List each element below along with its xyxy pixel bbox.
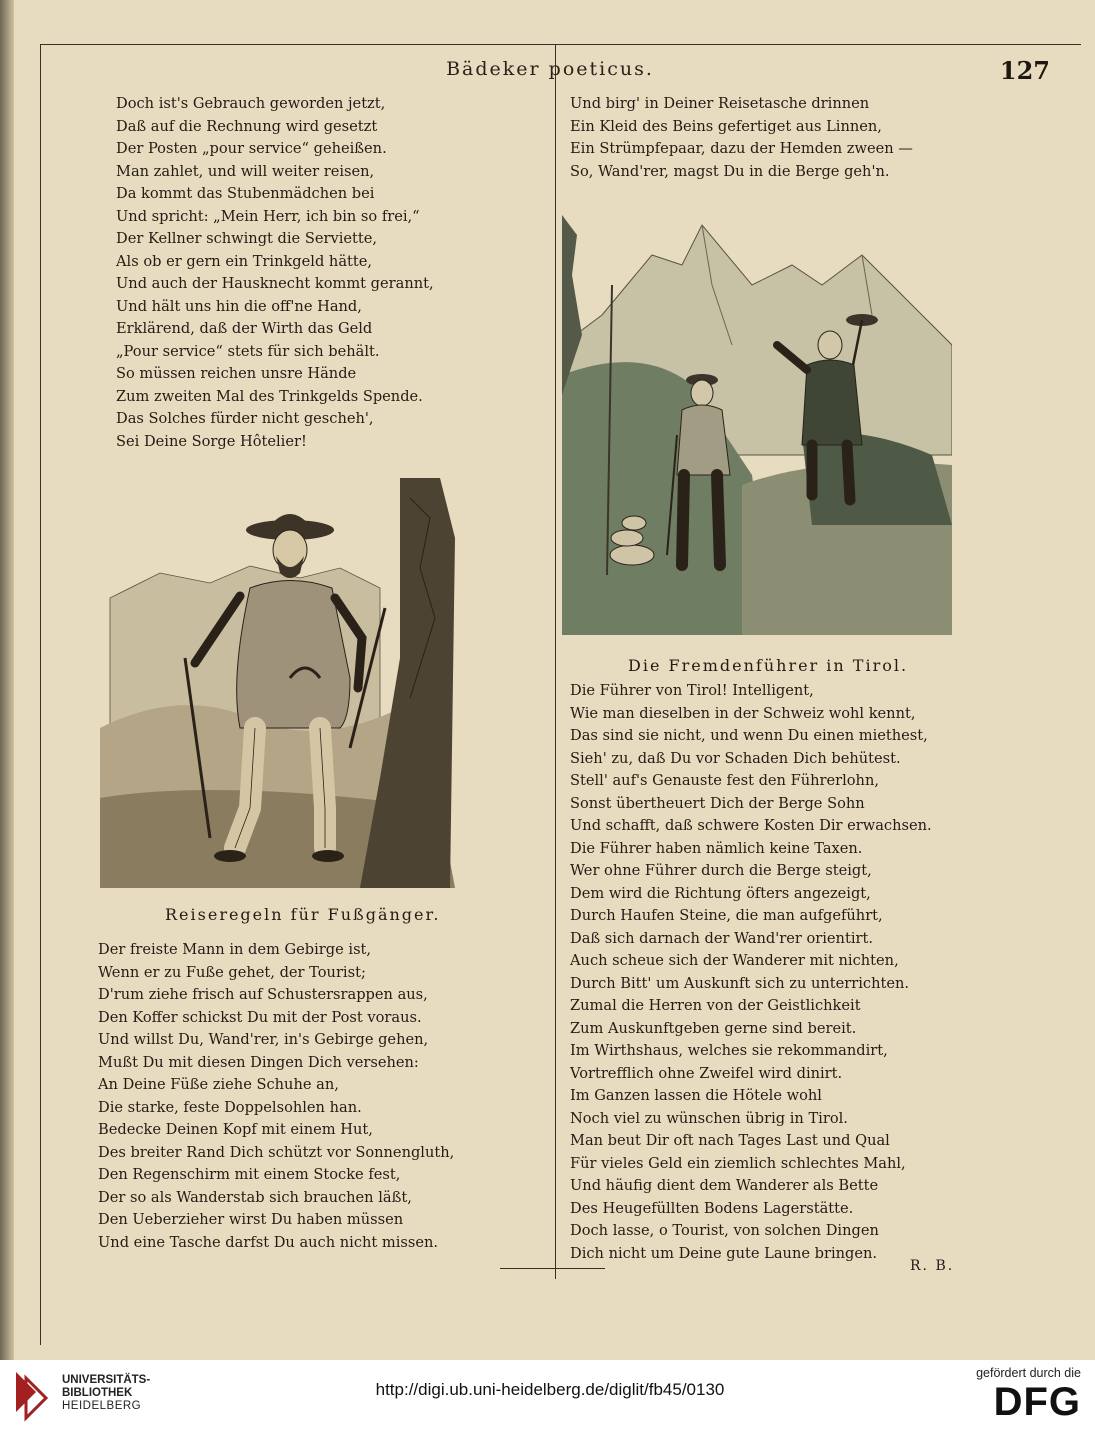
left-poem-line: Und willst Du, Wand'rer, in's Gebirge gehen, bbox=[98, 1031, 429, 1048]
left-poem-line: Der so als Wanderstab sich brauchen läßt, bbox=[98, 1188, 412, 1206]
right-poem-line: Dem wird die Richtung öfters angezeigt, bbox=[570, 884, 871, 902]
right-poem-line: Auch scheue sich der Wanderer mit nichten, bbox=[570, 952, 899, 969]
funding-notice bbox=[941, 1366, 1081, 1424]
left-poem-line: Den Regenschirm mit einem Stocke fest, bbox=[98, 1166, 401, 1183]
left-continuation-line: Das Solches fürder nicht gescheh', bbox=[116, 410, 374, 427]
library-name-line-1: UNIVERSITÄTS- bbox=[62, 1374, 151, 1386]
right-poem-line: Des Heugefüllten Bodens Lagerstätte. bbox=[570, 1199, 854, 1217]
left-poem-line: Des breiter Rand Dich schützt vor Sonnengluth, bbox=[98, 1143, 455, 1161]
library-name-line-2: BIBLIOTHEK bbox=[62, 1387, 133, 1399]
left-poem-line: An Deine Füße ziehe Schuhe an, bbox=[98, 1076, 339, 1093]
library-name-line-3: HEIDELBERG bbox=[62, 1400, 142, 1412]
left-poem-title: Reiseregeln für Fußgänger. bbox=[165, 905, 441, 924]
left-continuation-line: So müssen reichen unsre Hände bbox=[116, 365, 357, 382]
right-poem-title: Die Fremdenführer in Tirol. bbox=[628, 656, 909, 675]
right-poem-line: Durch Haufen Steine, die man aufgeführt, bbox=[570, 907, 883, 924]
right-poem-line: Zum Auskunftgeben gerne sind bereit. bbox=[570, 1019, 857, 1037]
right-poem-line: Im Ganzen lassen die Hötele wohl bbox=[570, 1087, 822, 1104]
right-poem-line: Dich nicht um Deine gute Laune bringen. bbox=[570, 1244, 878, 1262]
right-poem-line: Durch Bitt' um Auskunft sich zu unterrichten. bbox=[570, 974, 910, 992]
right-continuation-line: Ein Kleid des Beins gefertiget aus Linnen, bbox=[570, 117, 882, 135]
university-library-logo-icon[interactable] bbox=[12, 1370, 56, 1422]
left-continuation-line: Und hält uns hin die off'ne Hand, bbox=[116, 297, 362, 315]
right-poem-line: Noch viel zu wünschen übrig in Tirol. bbox=[570, 1109, 848, 1127]
right-poem-line: Daß sich darnach der Wand'rer orientirt. bbox=[570, 929, 873, 947]
right-poem-line: Die Führer von Tirol! Intelligent, bbox=[570, 682, 814, 699]
left-continuation-line: „Pour service“ stets für sich behält. bbox=[116, 342, 380, 360]
left-continuation-line: Daß auf die Rechnung wird gesetzt bbox=[116, 117, 378, 135]
author-signature: R. B. bbox=[910, 1258, 955, 1274]
right-continuation-line: Ein Strümpfepaar, dazu der Hemden zween — bbox=[570, 140, 913, 157]
left-poem-line: Den Koffer schickst Du mit der Post voraus. bbox=[98, 1008, 422, 1026]
right-poem-line: Vortrefflich ohne Zweifel wird dinirt. bbox=[570, 1064, 843, 1082]
left-poem-line: Die starke, feste Doppelsohlen han. bbox=[98, 1098, 362, 1116]
left-continuation-line: Der Posten „pour service“ geheißen. bbox=[116, 140, 387, 157]
mountain-guides-illustration bbox=[562, 195, 952, 635]
left-poem-continuation bbox=[116, 93, 434, 453]
left-poem-line: Den Ueberzieher wirst Du haben müssen bbox=[98, 1211, 404, 1228]
left-continuation-line: Als ob er gern ein Trinkgeld hätte, bbox=[116, 252, 373, 270]
left-poem-line: Mußt Du mit diesen Dingen Dich versehen: bbox=[98, 1053, 419, 1071]
right-poem-line: Und häufig dient dem Wanderer als Bette bbox=[570, 1177, 879, 1194]
left-continuation-line: Da kommt das Stubenmädchen bei bbox=[116, 185, 375, 202]
right-poem-line: Im Wirthshaus, welches sie rekommandirt, bbox=[570, 1042, 888, 1059]
left-continuation-line: Zum zweiten Mal des Trinkgelds Spende. bbox=[116, 387, 423, 405]
right-poem-line: Wie man dieselben in der Schweiz wohl kennt, bbox=[570, 704, 916, 722]
left-poem-line: Wenn er zu Fuße gehet, der Tourist; bbox=[98, 963, 366, 981]
right-poem-line: Doch lasse, o Tourist, von solchen Dingen bbox=[570, 1222, 879, 1239]
left-poem-line: Und eine Tasche darfst Du auch nicht missen. bbox=[98, 1233, 439, 1251]
right-continuation-line: Und birg' in Deiner Reisetasche drinnen bbox=[570, 95, 870, 112]
right-poem-continuation bbox=[570, 93, 913, 183]
page-number: 127 bbox=[999, 56, 1050, 85]
left-continuation-line: Erklärend, daß der Wirth das Geld bbox=[116, 320, 373, 337]
left-continuation-line: Doch ist's Gebrauch geworden jetzt, bbox=[116, 95, 386, 112]
right-poem-line: Man beut Dir oft nach Tages Last und Qual bbox=[570, 1132, 890, 1149]
left-continuation-line: Der Kellner schwingt die Serviette, bbox=[116, 230, 377, 247]
right-continuation-line: So, Wand'rer, magst Du in die Berge geh'n. bbox=[570, 162, 890, 180]
left-continuation-line: Und spricht: „Mein Herr, ich bin so frei,“ bbox=[116, 207, 420, 225]
right-poem-line: Stell' auf's Genauste fest den Führerlohn, bbox=[570, 772, 879, 789]
right-poem-line: Wer ohne Führer durch die Berge steigt, bbox=[570, 862, 872, 879]
left-poem-line: Bedecke Deinen Kopf mit einem Hut, bbox=[98, 1121, 373, 1138]
permalink-url[interactable]: http://digi.ub.uni-heidelberg.de/diglit/fb45/0130 bbox=[375, 1380, 725, 1399]
right-poem-line: Und schafft, daß schwere Kosten Dir erwachsen. bbox=[570, 817, 932, 834]
left-continuation-line: Man zahlet, und will weiter reisen, bbox=[116, 162, 375, 180]
left-continuation-line: Sei Deine Sorge Hôtelier! bbox=[116, 432, 307, 450]
right-poem-body bbox=[570, 680, 932, 1265]
left-continuation-line: Und auch der Hausknecht kommt gerannt, bbox=[116, 275, 434, 292]
right-poem-line: Sonst übertheuert Dich der Berge Sohn bbox=[570, 794, 865, 812]
left-poem-line: D'rum ziehe frisch auf Schustersrappen aus, bbox=[98, 986, 428, 1003]
right-poem-line: Zumal die Herren von der Geistlichkeit bbox=[570, 997, 861, 1014]
right-poem-line: Die Führer haben nämlich keine Taxen. bbox=[570, 839, 863, 857]
library-name[interactable] bbox=[62, 1374, 150, 1413]
end-rule bbox=[500, 1268, 605, 1269]
right-poem-line: Sieh' zu, daß Du vor Schaden Dich behütest. bbox=[570, 749, 901, 767]
page-binding-edge bbox=[0, 0, 14, 1360]
left-poem-body bbox=[98, 939, 454, 1254]
column-divider bbox=[555, 44, 556, 1279]
dfg-logo[interactable]: DFG bbox=[993, 1380, 1081, 1424]
right-poem-line: Das sind sie nicht, und wenn Du einen miethest, bbox=[570, 727, 928, 744]
wanderer-illustration bbox=[100, 478, 455, 888]
viewer-footer bbox=[0, 1360, 1095, 1433]
right-poem-line: Für vieles Geld ein ziemlich schlechtes Mahl, bbox=[570, 1154, 906, 1172]
funding-caption: gefördert durch die bbox=[976, 1366, 1081, 1380]
left-poem-line: Der freiste Mann in dem Gebirge ist, bbox=[98, 941, 372, 958]
running-header: Bädeker poeticus. bbox=[446, 58, 654, 80]
